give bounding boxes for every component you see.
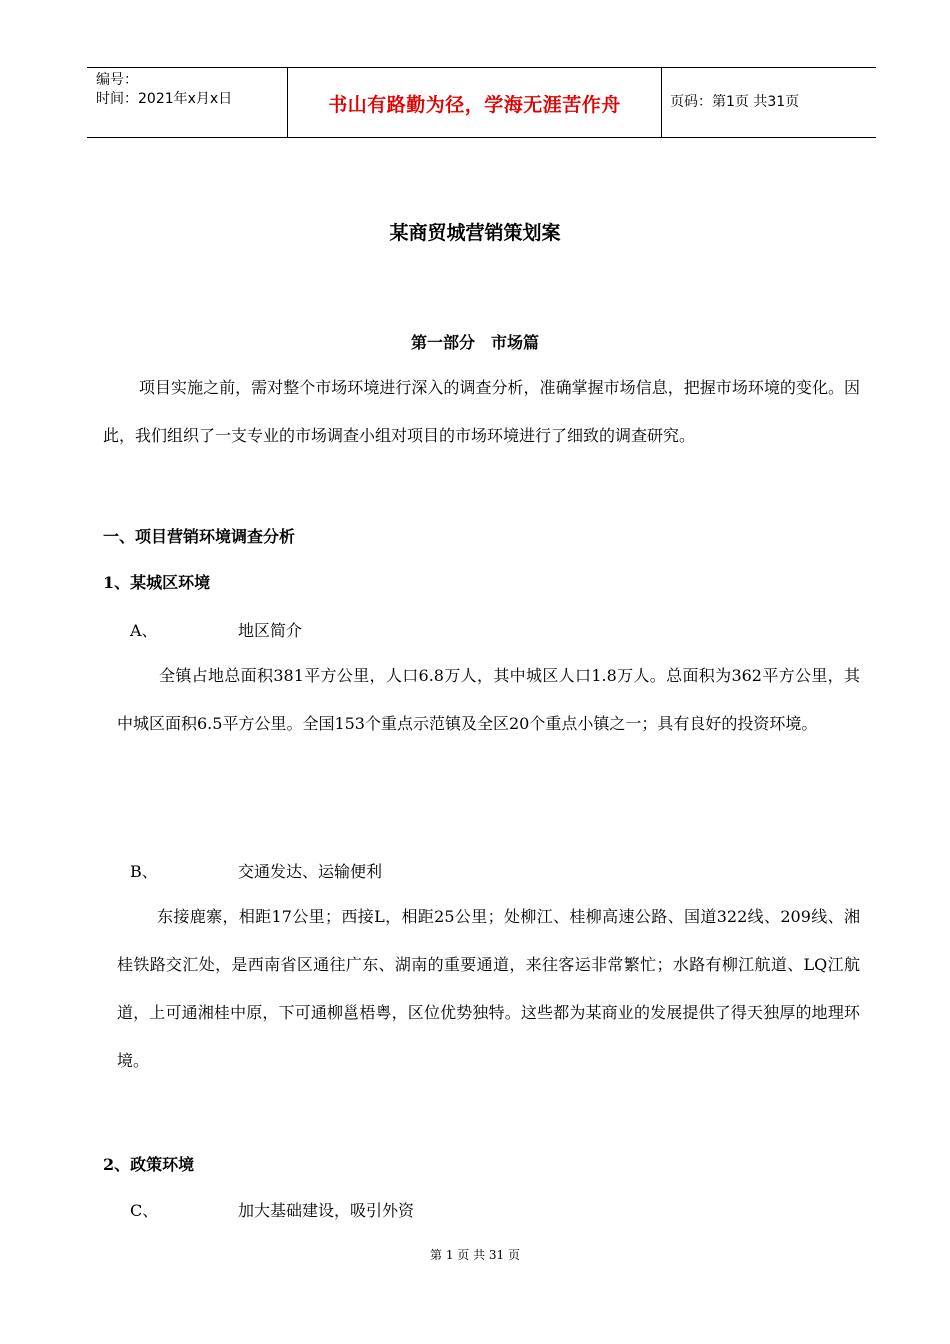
time-label: 时间：2021年x月x日 [96, 91, 233, 107]
item-c-label: C、 [130, 1201, 159, 1220]
part-title: 第一部分 市场篇 [410, 333, 539, 352]
subsection-heading-2: 2、政策环境 [103, 1155, 195, 1174]
page-info: 页码：第1页 共31页 [670, 94, 800, 110]
item-b-label: B、 [130, 862, 158, 881]
number-label: 编号： [96, 72, 138, 88]
paragraph-b: 东接鹿寨，相距17公里；西接L，相距25公里；处柳江、桂柳高速公路、国道322线、209线、湘桂铁路交汇处，是西南省区通往广东、湖南的重要通道，来往客运非常繁忙；水路有柳江航道、LQ江航道，上可通湘桂中原，下可通柳邕梧粤，区位优势独特。这些都为某商业的发展提供了得天独厚的地理环境。 [117, 907, 860, 1070]
page-footer: 第 1 页 共 31 页 [430, 1248, 520, 1262]
section-heading: 一、项目营销环境调查分析 [103, 527, 296, 546]
item-b-title: 交通发达、运输便利 [238, 862, 383, 881]
item-a-label: A、 [130, 621, 158, 640]
intro-paragraph: 项目实施之前，需对整个市场环境进行深入的调查分析，准确掌握市场信息，把握市场环境的变化。因此，我们组织了一支专业的市场调查小组对项目的市场环境进行了细致的调查研究。 [103, 378, 860, 445]
page-header [87, 67, 876, 138]
header-motto-cell [287, 68, 662, 137]
subsection-heading-1: 1、某城区环境 [103, 573, 211, 592]
item-c [130, 1198, 415, 1221]
item-c-title: 加大基础建设，吸引外资 [238, 1201, 415, 1220]
paragraph-a: 全镇占地总面积381平方公里，人口6.8万人，其中城区人口1.8万人。总面积为362平方公里，其中城区面积6.5平方公里。全国153个重点示范镇及全区20个重点小镇之一；具有良好的投资环境。 [117, 666, 860, 733]
item-a [130, 618, 303, 641]
item-a-title: 地区简介 [238, 621, 303, 640]
header-page-cell [661, 68, 876, 137]
item-b [130, 859, 383, 882]
document-title: 某商贸城营销策划案 [389, 222, 561, 244]
motto: 书山有路勤为径，学海无涯苦作舟 [328, 94, 621, 116]
header-meta-cell [87, 68, 287, 137]
